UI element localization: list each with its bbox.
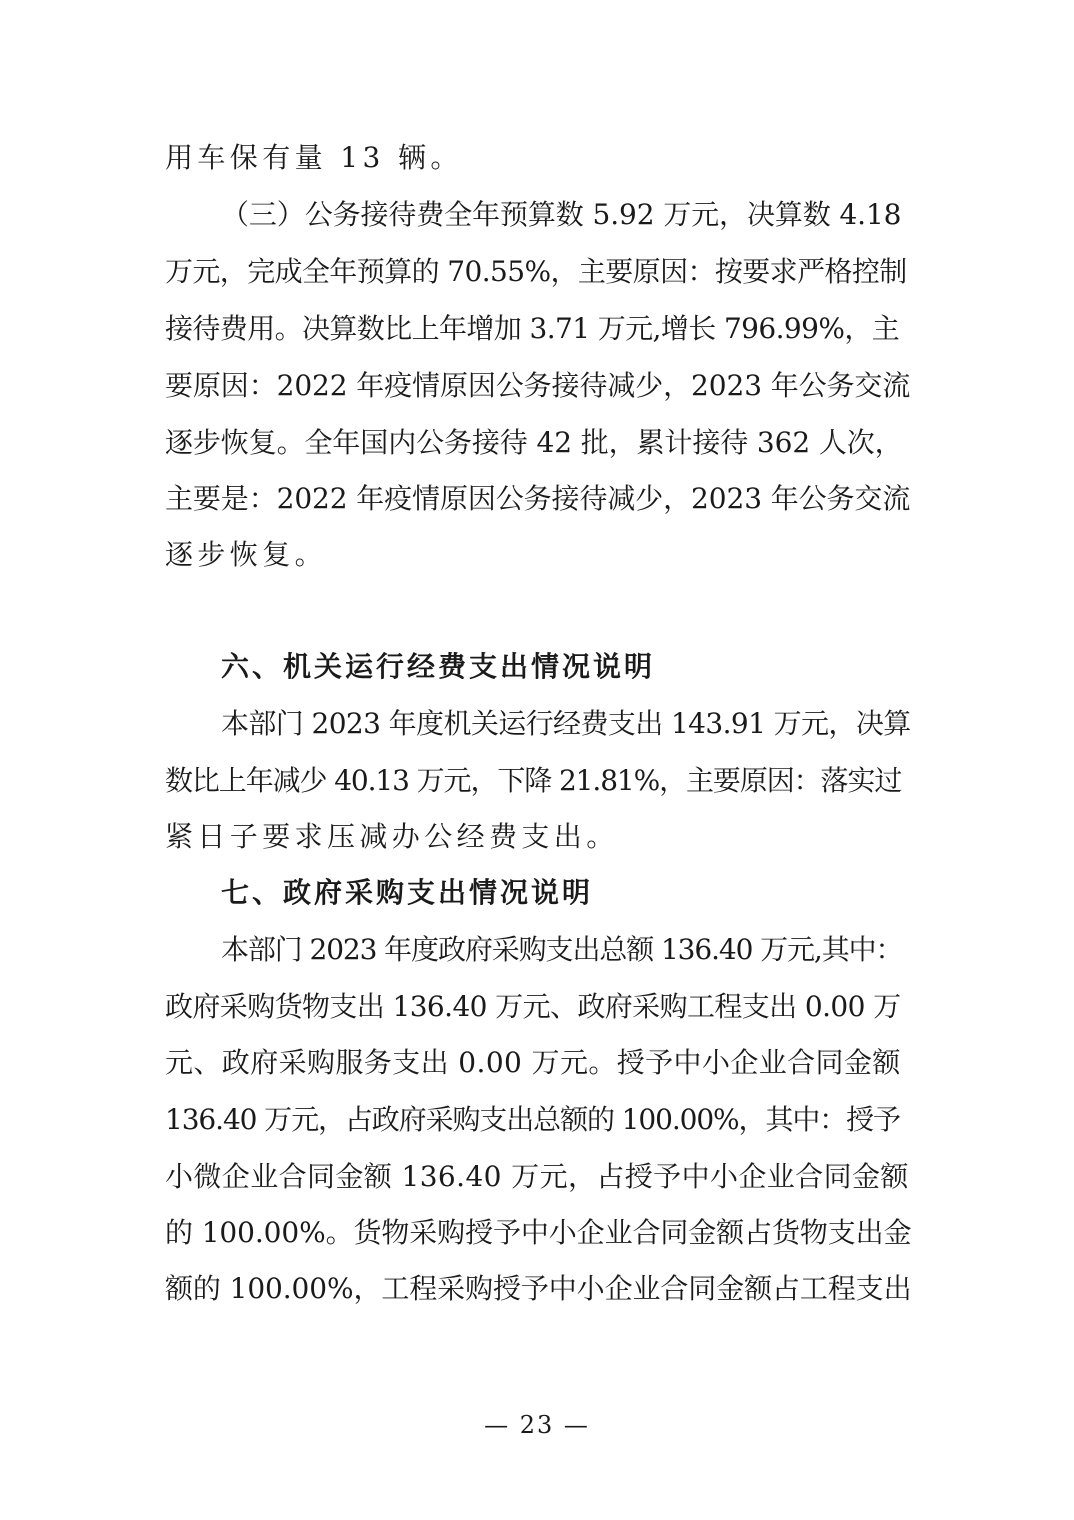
body-text-line: （三）公务接待费全年预算数 5.92 万元，决算数 4.18: [221, 198, 902, 231]
body-text-line: 用车保有量 13 辆。: [165, 141, 463, 174]
body-text-line: 本部门 2023 年度政府采购支出总额 136.40 万元,其中：: [221, 933, 903, 966]
body-text-line: 136.40 万元，占政府采购支出总额的 100.00%，其中：授予: [165, 1103, 900, 1136]
body-text-line: 万元，完成全年预算的 70.55%，主要原因：按要求严格控制: [165, 255, 907, 288]
body-text-line: 主要是：2022 年疫情原因公务接待减少，2023 年公务交流: [165, 482, 911, 515]
section-heading-six: 六、机关运行经费支出情况说明: [221, 650, 656, 683]
body-text-line: 的 100.00%。货物采购授予中小企业合同金额占货物支出金: [165, 1216, 912, 1249]
body-text-line: 要原因：2022 年疫情原因公务接待减少，2023 年公务交流: [165, 369, 911, 402]
body-text-line: 元、政府采购服务支出 0.00 万元。授予中小企业合同金额: [165, 1046, 901, 1079]
body-text-line: 逐步恢复。: [165, 538, 328, 571]
page-number: — 23 —: [484, 1411, 590, 1439]
body-text-line: 本部门 2023 年度机关运行经费支出 143.91 万元，决算: [221, 707, 911, 740]
body-text-line: 接待费用。决算数比上年增加 3.71 万元,增长 796.99%，主: [165, 312, 900, 345]
body-text-line: 逐步恢复。全年国内公务接待 42 批，累计接待 362 人次，: [165, 426, 903, 459]
section-heading-seven: 七、政府采购支出情况说明: [221, 876, 594, 909]
body-text-line: 数比上年减少 40.13 万元，下降 21.81%，主要原因：落实过: [165, 764, 902, 797]
body-text-line: 政府采购货物支出 136.40 万元、政府采购工程支出 0.00 万: [165, 990, 901, 1023]
body-text-line: 小微企业合同金额 136.40 万元，占授予中小企业合同金额: [165, 1160, 909, 1193]
body-text-line: 紧日子要求压减办公经费支出。: [165, 820, 619, 853]
body-text-line: 额的 100.00%，工程采购授予中小企业合同金额占工程支出: [165, 1272, 912, 1305]
